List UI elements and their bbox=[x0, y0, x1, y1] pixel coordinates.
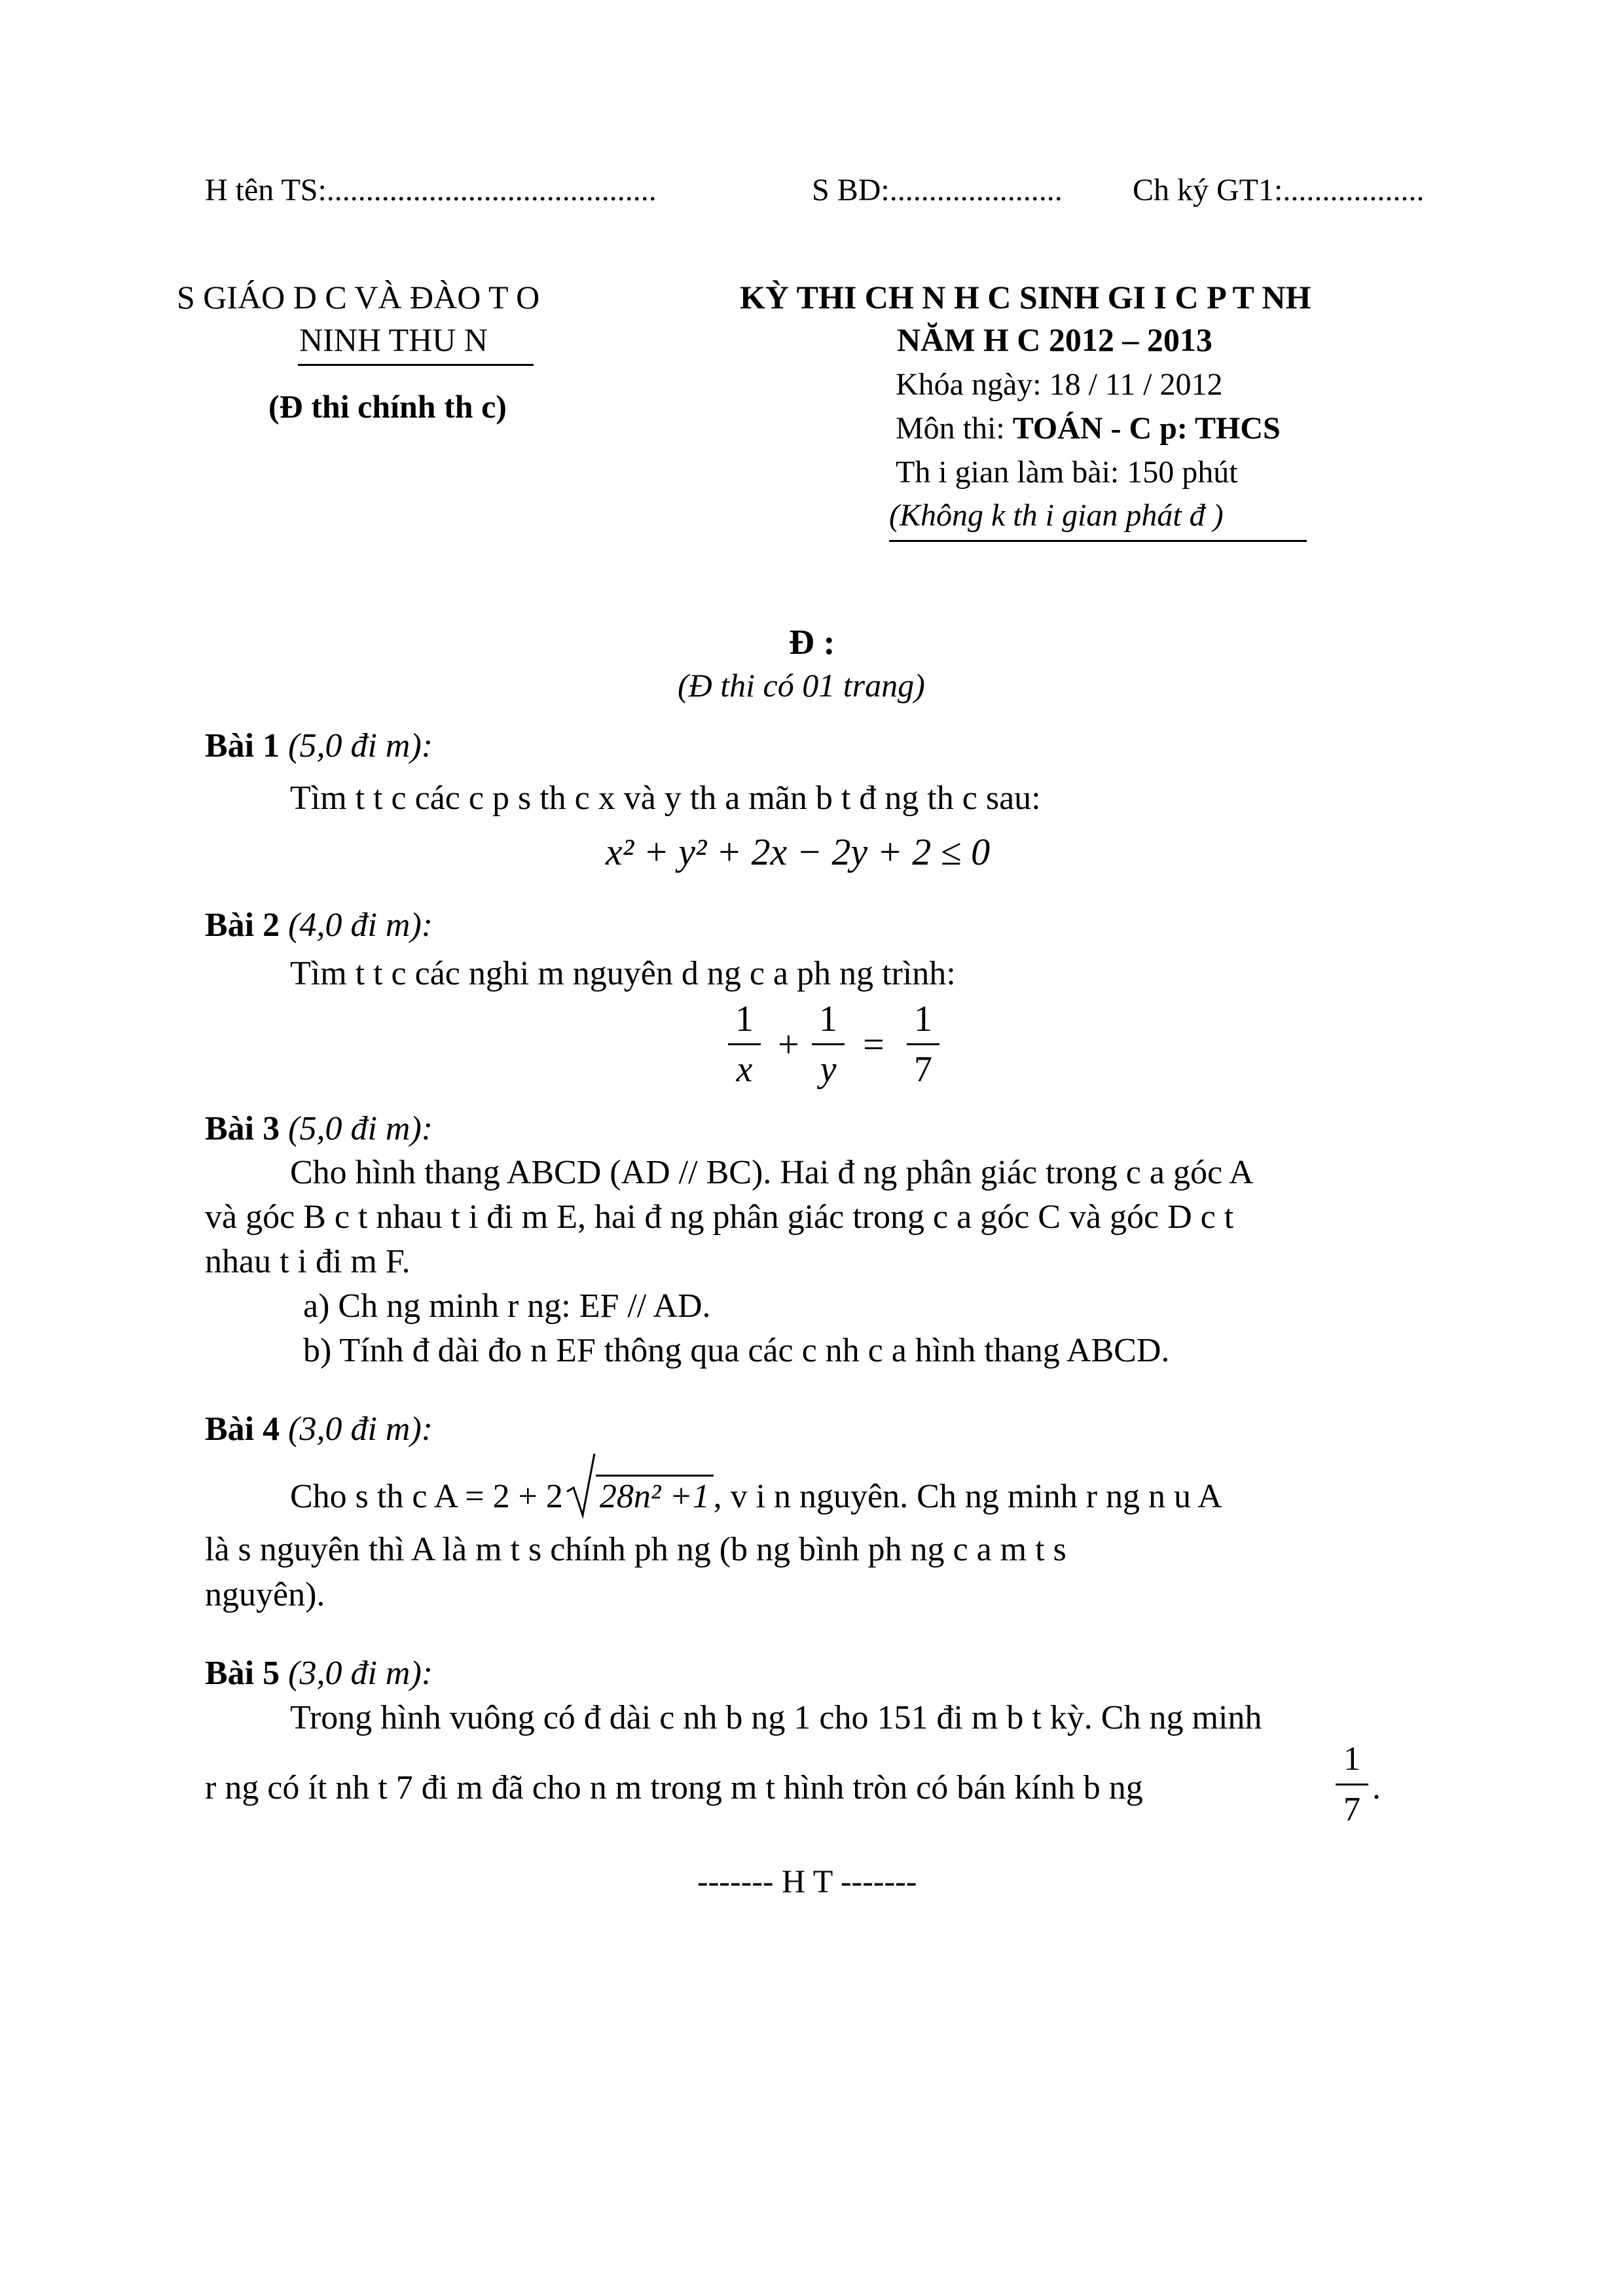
problem-3-points: (5,0 đi m): bbox=[288, 1110, 433, 1147]
exam-date-label: Khóa ngày: bbox=[896, 367, 1042, 402]
fraction-bar bbox=[812, 1043, 845, 1045]
duration-note-underline bbox=[889, 540, 1307, 542]
exam-subject bbox=[896, 410, 1281, 446]
fraction-bar bbox=[907, 1043, 939, 1045]
problem-4-line-1-end: , v i n nguyên. Ch ng minh r ng n u A bbox=[713, 1478, 1222, 1515]
equals-sign: = bbox=[863, 1023, 884, 1066]
province-name: NINH THU N bbox=[299, 321, 488, 358]
radical-sign-icon bbox=[566, 1452, 596, 1520]
problem-2-points: (4,0 đi m): bbox=[288, 906, 433, 944]
duration-note: (Không k th i gian phát đ ) bbox=[889, 498, 1224, 533]
problem-3-line-3: nhau t i đi m F. bbox=[205, 1243, 410, 1280]
fraction-numerator: 1 bbox=[914, 999, 932, 1039]
subject-value: TOÁN - C p: THCS bbox=[1012, 411, 1281, 446]
exam-heading: Đ : bbox=[789, 622, 835, 662]
fraction-radius-1-over-7 bbox=[1336, 1738, 1368, 1831]
problem-5-points: (3,0 đi m): bbox=[288, 1655, 433, 1692]
problem-3-line-1: Cho hình thang ABCD (AD // BC). Hai đ ng phân giác trong c a góc A bbox=[290, 1154, 1254, 1191]
square-root bbox=[566, 1475, 714, 1517]
fraction-1-over-x bbox=[728, 997, 761, 1091]
problem-4-points: (3,0 đi m): bbox=[288, 1410, 433, 1448]
problem-4-line-1-start: Cho s th c A = 2 + 2 bbox=[290, 1478, 563, 1515]
fraction-numerator: 1 bbox=[819, 999, 837, 1039]
problem-4-line-1 bbox=[290, 1475, 1222, 1517]
problem-1-inequality: x² + y² + 2x − 2y + 2 ≤ 0 bbox=[606, 831, 991, 873]
problem-4-line-2: là s nguyên thì A là m t s chính ph ng (b ng bình ph ng c a m t s bbox=[205, 1531, 1067, 1568]
problem-3-line-2: và góc B c t nhau t i đi m E, hai đ ng phân giác trong c a góc C và góc D c t bbox=[205, 1198, 1234, 1236]
fraction-denominator: x bbox=[736, 1049, 753, 1090]
exam-duration: Th i gian làm bài: 150 phút bbox=[896, 455, 1238, 490]
problem-3-part-b: b) Tính đ dài đo n EF thông qua các c nh c a hình thang ABCD. bbox=[303, 1332, 1170, 1369]
problem-5-heading bbox=[205, 1654, 433, 1693]
problem-4-line-3: nguyên). bbox=[205, 1576, 325, 1613]
subject-label: Môn thi: bbox=[896, 411, 1005, 446]
problem-5-title: Bài 5 bbox=[205, 1655, 280, 1692]
problem-5-line-2: r ng có ít nh t 7 đi m đã cho n m trong m t hình tròn có bán kính b ng bbox=[205, 1769, 1143, 1806]
exam-date-value: 18 / 11 / 2012 bbox=[1049, 367, 1223, 402]
candidate-name-field: H tên TS:.......................................... bbox=[205, 173, 657, 207]
radicand: 28n² +1 bbox=[596, 1475, 714, 1517]
problem-2-title: Bài 2 bbox=[205, 906, 280, 944]
fraction-1-over-y bbox=[812, 997, 845, 1091]
problem-3-title: Bài 3 bbox=[205, 1110, 280, 1147]
problem-1-text: Tìm t t c các c p s th c x và y th a mãn b t đ ng th c sau: bbox=[290, 780, 1041, 817]
fraction-denominator: y bbox=[820, 1049, 837, 1090]
fraction-numerator: 1 bbox=[735, 999, 754, 1039]
problem-4-heading bbox=[205, 1410, 433, 1448]
department-name: S GIÁO D C VÀ ĐÀO T O bbox=[177, 279, 540, 315]
candidate-number-field: S BD:...................... bbox=[812, 173, 1063, 207]
exam-title: KỲ THI CH N H C SINH GI I C P T NH bbox=[740, 279, 1311, 315]
fraction-numerator: 1 bbox=[1343, 1740, 1360, 1778]
province-underline bbox=[298, 364, 534, 366]
school-year: NĂM H C 2012 – 2013 bbox=[897, 321, 1213, 358]
problem-5-line-1: Trong hình vuông có đ dài c nh b ng 1 cho 151 đi m b t kỳ. Ch ng minh bbox=[290, 1699, 1262, 1736]
plus-sign: + bbox=[778, 1023, 799, 1066]
fraction-1-over-7 bbox=[907, 997, 939, 1091]
problem-1-heading bbox=[205, 726, 433, 765]
problem-1-title: Bài 1 bbox=[205, 727, 280, 764]
fraction-bar bbox=[728, 1043, 761, 1045]
exam-date bbox=[896, 367, 1223, 403]
fraction-denominator: 7 bbox=[914, 1049, 932, 1090]
problem-4-title: Bài 4 bbox=[205, 1410, 280, 1448]
problem-1-points: (5,0 đi m): bbox=[288, 727, 433, 764]
fraction-denominator: 7 bbox=[1343, 1791, 1360, 1828]
fraction-bar bbox=[1336, 1784, 1368, 1785]
end-marker: ------- H T ------- bbox=[697, 1863, 917, 1899]
problem-5-period: . bbox=[1372, 1769, 1381, 1806]
problem-2-text: Tìm t t c các nghi m nguyên d ng c a ph ng trình: bbox=[290, 955, 956, 992]
invigilator-signature-field: Ch ký GT1:.................. bbox=[1133, 173, 1425, 207]
problem-3-part-a: a) Ch ng minh r ng: EF // AD. bbox=[303, 1287, 711, 1325]
official-exam-label: (Đ thi chính th c) bbox=[268, 388, 507, 425]
page-count-note: (Đ thi có 01 trang) bbox=[678, 667, 925, 704]
problem-2-heading bbox=[205, 906, 433, 944]
problem-3-heading bbox=[205, 1109, 433, 1148]
